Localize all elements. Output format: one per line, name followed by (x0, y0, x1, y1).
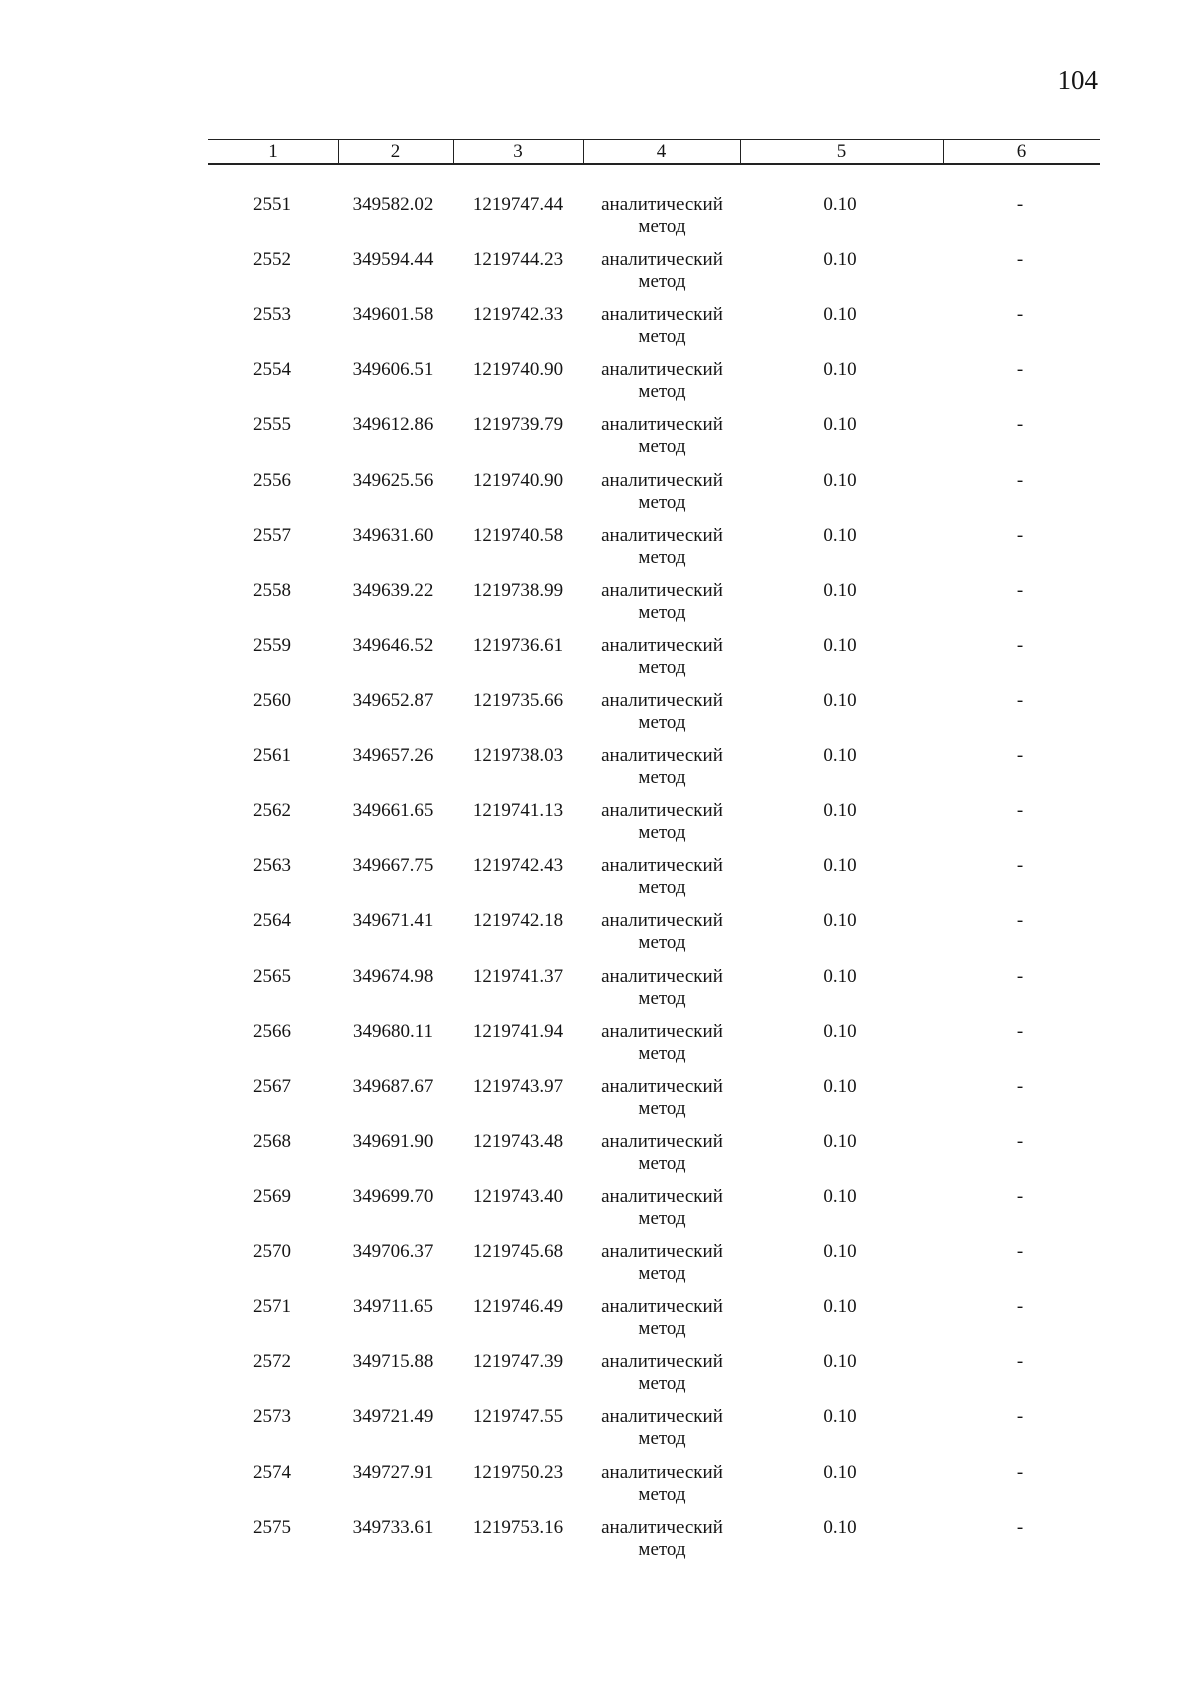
note-cell: - (1016, 689, 1024, 711)
note-cell: - (1016, 855, 1024, 877)
note-cell: - (1016, 524, 1024, 546)
coordinate-a-cell: 349631.60 (352, 524, 434, 546)
coordinate-a-cell: 349612.86 (352, 414, 434, 436)
accuracy-cell: 0.10 (823, 634, 857, 656)
coordinate-b-cell: 1219739.79 (472, 414, 564, 436)
coordinate-b-cell: 1219740.90 (472, 469, 564, 491)
coordinate-a-cell: 349727.91 (352, 1461, 434, 1483)
table-row (0, 635, 1200, 690)
point-number-cell: 2552 (253, 249, 291, 271)
point-number-cell: 2559 (253, 634, 291, 656)
table-row (0, 470, 1200, 525)
table-row (0, 414, 1200, 469)
coordinate-a-cell: 349667.75 (352, 855, 434, 877)
accuracy-cell: 0.10 (823, 1461, 857, 1483)
point-number-cell: 2575 (253, 1516, 291, 1538)
point-number-cell: 2569 (253, 1185, 291, 1207)
coordinate-b-cell: 1219743.40 (472, 1185, 564, 1207)
point-number-cell: 2574 (253, 1461, 291, 1483)
coordinate-b-cell: 1219741.37 (472, 965, 564, 987)
method-cell: аналитический метод (601, 910, 723, 954)
coordinate-b-cell: 1219738.03 (472, 745, 564, 767)
accuracy-cell: 0.10 (823, 1185, 857, 1207)
method-cell: аналитический метод (601, 634, 723, 678)
coordinate-a-cell: 349733.61 (352, 1516, 434, 1538)
point-number-cell: 2571 (253, 1296, 291, 1318)
coordinate-a-cell: 349652.87 (352, 689, 434, 711)
accuracy-cell: 0.10 (823, 1020, 857, 1042)
note-cell: - (1016, 1241, 1024, 1263)
method-cell: аналитический метод (601, 1516, 723, 1560)
point-number-cell: 2563 (253, 855, 291, 877)
note-cell: - (1016, 1461, 1024, 1483)
coordinate-a-cell: 349721.49 (352, 1406, 434, 1428)
note-cell: - (1016, 1075, 1024, 1097)
note-cell: - (1016, 194, 1024, 215)
note-cell: - (1016, 745, 1024, 767)
coordinate-a-cell: 349661.65 (352, 800, 434, 822)
accuracy-cell: 0.10 (823, 965, 857, 987)
coordinate-b-cell: 1219750.23 (472, 1461, 564, 1483)
coordinate-a-cell: 349674.98 (352, 965, 434, 987)
coordinate-a-cell: 349625.56 (352, 469, 434, 491)
table-row (0, 1186, 1200, 1241)
accuracy-cell: 0.10 (823, 469, 857, 491)
coordinate-b-cell: 1219735.66 (472, 689, 564, 711)
coordinate-a-cell: 349711.65 (352, 1296, 434, 1318)
header-col-5: 5 (836, 141, 847, 162)
method-cell: аналитический метод (601, 745, 723, 789)
table-row (0, 1241, 1200, 1296)
table-row (0, 800, 1200, 855)
table-row (0, 745, 1200, 800)
note-cell: - (1016, 1296, 1024, 1318)
coordinate-a-cell: 349699.70 (352, 1185, 434, 1207)
coordinate-a-cell: 349601.58 (352, 304, 434, 326)
accuracy-cell: 0.10 (823, 1516, 857, 1538)
coordinate-b-cell: 1219744.23 (472, 249, 564, 271)
coordinate-b-cell: 1219742.43 (472, 855, 564, 877)
accuracy-cell: 0.10 (823, 1075, 857, 1097)
coordinate-a-cell: 349639.22 (352, 579, 434, 601)
header-col-2: 2 (390, 141, 401, 162)
accuracy-cell: 0.10 (823, 855, 857, 877)
note-cell: - (1016, 304, 1024, 326)
table-row (0, 359, 1200, 414)
method-cell: аналитический метод (601, 1241, 723, 1285)
method-cell: аналитический метод (601, 1130, 723, 1174)
method-cell: аналитический метод (601, 1075, 723, 1119)
table-row (0, 304, 1200, 359)
header-col-1: 1 (268, 141, 278, 162)
coordinate-b-cell: 1219736.61 (472, 634, 564, 656)
point-number-cell: 2568 (253, 1130, 291, 1152)
note-cell: - (1016, 1020, 1024, 1042)
method-cell: аналитический метод (601, 194, 723, 237)
method-cell: аналитический метод (601, 414, 723, 458)
point-number-cell: 2560 (253, 689, 291, 711)
coordinate-b-cell: 1219741.13 (472, 800, 564, 822)
accuracy-cell: 0.10 (823, 1406, 857, 1428)
point-number-cell: 2558 (253, 579, 291, 601)
accuracy-cell: 0.10 (823, 359, 857, 381)
coordinate-a-cell: 349594.44 (352, 249, 434, 271)
coordinate-a-cell: 349606.51 (352, 359, 434, 381)
point-number-cell: 2553 (253, 304, 291, 326)
point-number-cell: 2562 (253, 800, 291, 822)
coordinate-a-cell: 349706.37 (352, 1241, 434, 1263)
note-cell: - (1016, 359, 1024, 381)
coordinate-b-cell: 1219741.94 (472, 1020, 564, 1042)
note-cell: - (1016, 249, 1024, 271)
method-cell: аналитический метод (601, 249, 723, 293)
method-cell: аналитический метод (601, 304, 723, 348)
coordinate-a-cell: 349582.02 (352, 194, 434, 215)
coordinate-b-cell: 1219738.99 (472, 579, 564, 601)
coordinate-b-cell: 1219740.58 (472, 524, 564, 546)
coordinate-b-cell: 1219743.97 (472, 1075, 564, 1097)
method-cell: аналитический метод (601, 1351, 723, 1395)
coordinate-b-cell: 1219747.39 (472, 1351, 564, 1373)
note-cell: - (1016, 1185, 1024, 1207)
header-top-rule (208, 139, 1100, 140)
header-col-6: 6 (1016, 141, 1027, 162)
table-body (0, 194, 1200, 1572)
method-cell: аналитический метод (601, 1020, 723, 1064)
table-row (0, 966, 1200, 1021)
table-row (0, 194, 1200, 249)
point-number-cell: 2556 (253, 469, 291, 491)
coordinate-a-cell: 349680.11 (352, 1020, 434, 1042)
table-row (0, 1517, 1200, 1572)
note-cell: - (1016, 469, 1024, 491)
point-number-cell: 2557 (253, 524, 291, 546)
note-cell: - (1016, 1406, 1024, 1428)
method-cell: аналитический метод (601, 800, 723, 844)
note-cell: - (1016, 910, 1024, 932)
page-number: 104 (1057, 65, 1098, 95)
point-number-cell: 2567 (253, 1075, 291, 1097)
table-row (0, 1021, 1200, 1076)
point-number-cell: 2573 (253, 1406, 291, 1428)
point-number-cell: 2570 (253, 1241, 291, 1263)
accuracy-cell: 0.10 (823, 579, 857, 601)
coordinate-a-cell: 349715.88 (352, 1351, 434, 1373)
table-row (0, 1131, 1200, 1186)
method-cell: аналитический метод (601, 579, 723, 623)
accuracy-cell: 0.10 (823, 304, 857, 326)
accuracy-cell: 0.10 (823, 1241, 857, 1263)
method-cell: аналитический метод (601, 965, 723, 1009)
coordinate-a-cell: 349657.26 (352, 745, 434, 767)
method-cell: аналитический метод (601, 469, 723, 513)
coordinate-b-cell: 1219753.16 (472, 1516, 564, 1538)
note-cell: - (1016, 1351, 1024, 1373)
method-cell: аналитический метод (601, 1185, 723, 1229)
coordinate-b-cell: 1219747.55 (472, 1406, 564, 1428)
method-cell: аналитический метод (601, 359, 723, 403)
point-number-cell: 2566 (253, 1020, 291, 1042)
note-cell: - (1016, 579, 1024, 601)
coordinate-b-cell: 1219745.68 (472, 1241, 564, 1263)
table-row (0, 525, 1200, 580)
coordinate-b-cell: 1219746.49 (472, 1296, 564, 1318)
accuracy-cell: 0.10 (823, 249, 857, 271)
table-row (0, 580, 1200, 635)
point-number-cell: 2565 (253, 965, 291, 987)
note-cell: - (1016, 634, 1024, 656)
note-cell: - (1016, 1516, 1024, 1538)
point-number-cell: 2564 (253, 910, 291, 932)
point-number-cell: 2555 (253, 414, 291, 436)
accuracy-cell: 0.10 (823, 689, 857, 711)
accuracy-cell: 0.10 (823, 1296, 857, 1318)
table-row (0, 249, 1200, 304)
note-cell: - (1016, 1130, 1024, 1152)
note-cell: - (1016, 414, 1024, 436)
header-col-4: 4 (656, 141, 667, 162)
header-bottom-rule (208, 163, 1100, 165)
coordinate-a-cell: 349671.41 (352, 910, 434, 932)
coordinate-a-cell: 349646.52 (352, 634, 434, 656)
accuracy-cell: 0.10 (823, 1130, 857, 1152)
accuracy-cell: 0.10 (823, 524, 857, 546)
table-row (0, 1076, 1200, 1131)
accuracy-cell: 0.10 (823, 910, 857, 932)
coordinate-b-cell: 1219740.90 (472, 359, 564, 381)
coordinate-b-cell: 1219743.48 (472, 1130, 564, 1152)
note-cell: - (1016, 965, 1024, 987)
accuracy-cell: 0.10 (823, 414, 857, 436)
coordinate-b-cell: 1219742.18 (472, 910, 564, 932)
note-cell: - (1016, 800, 1024, 822)
method-cell: аналитический метод (601, 1461, 723, 1505)
table-row (0, 1296, 1200, 1351)
coordinate-a-cell: 349687.67 (352, 1075, 434, 1097)
method-cell: аналитический метод (601, 524, 723, 568)
point-number-cell: 2554 (253, 359, 291, 381)
method-cell: аналитический метод (601, 689, 723, 733)
point-number-cell: 2572 (253, 1351, 291, 1373)
table-row (0, 1351, 1200, 1406)
point-number-cell: 2561 (253, 745, 291, 767)
method-cell: аналитический метод (601, 1296, 723, 1340)
table-row (0, 1406, 1200, 1461)
coordinate-b-cell: 1219742.33 (472, 304, 564, 326)
table-row (0, 910, 1200, 965)
accuracy-cell: 0.10 (823, 800, 857, 822)
accuracy-cell: 0.10 (823, 745, 857, 767)
coordinate-b-cell: 1219747.44 (472, 194, 564, 215)
method-cell: аналитический метод (601, 1406, 723, 1450)
table-row (0, 690, 1200, 745)
accuracy-cell: 0.10 (823, 1351, 857, 1373)
table-row (0, 855, 1200, 910)
method-cell: аналитический метод (601, 855, 723, 899)
coordinate-a-cell: 349691.90 (352, 1130, 434, 1152)
header-col-3: 3 (513, 141, 523, 162)
table-row (0, 1462, 1200, 1517)
accuracy-cell: 0.10 (823, 194, 857, 215)
point-number-cell: 2551 (253, 194, 291, 215)
